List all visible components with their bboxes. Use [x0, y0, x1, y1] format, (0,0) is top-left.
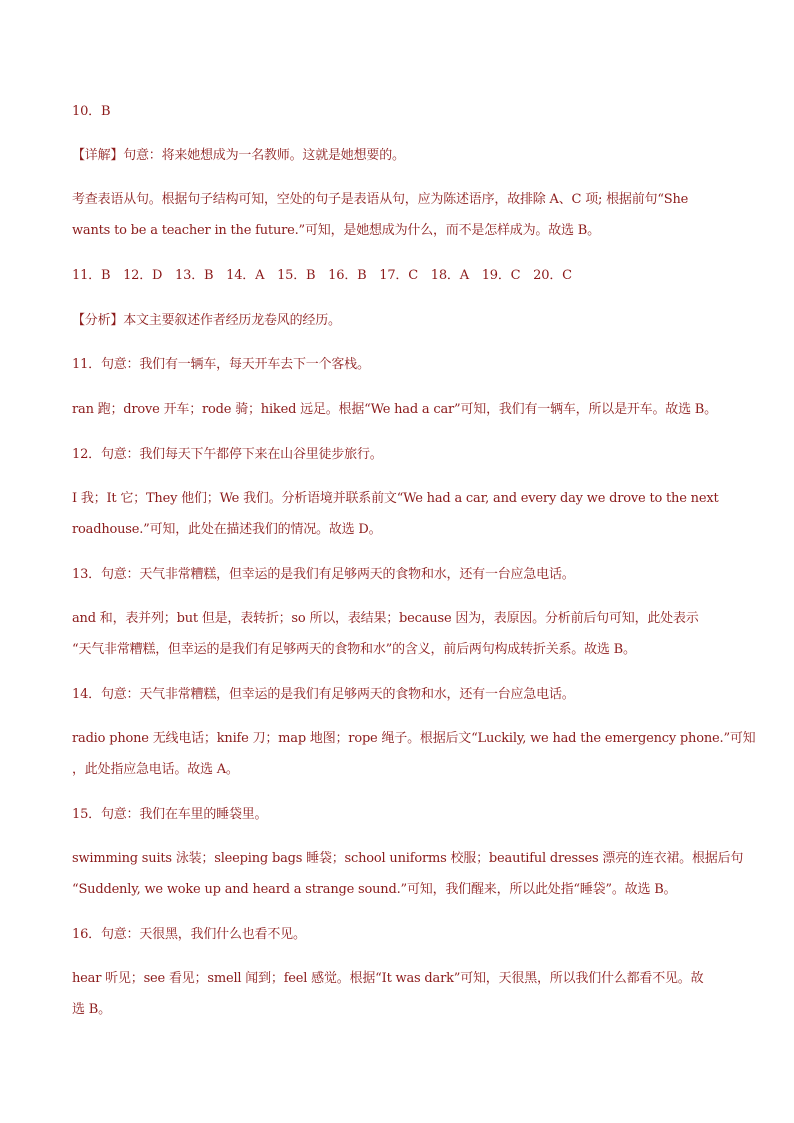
answers-11-20: 11．B 12．D 13．B 14．A 15．B 16．B 17．C 18．A 19．C 20．C: [72, 268, 572, 283]
answer-10: 10．B: [72, 104, 111, 119]
explanation-10-line-2: wants to be a teacher in the future.”可知，是她想成为什么，而不是怎样成为。故选 B。: [72, 223, 600, 238]
q14-explanation-line-2: ，此处指应急电话。故选 A。: [72, 762, 239, 777]
q16-meaning: 16．句意：天很黑，我们什么也看不见。: [72, 927, 306, 942]
detail-heading-10: 【详解】句意：将来她想成为一名教师。这就是她想要的。: [72, 148, 405, 163]
explanation-10-line-1: 考查表语从句。根据句子结构可知，空处的句子是表语从句，应为陈述语序，故排除 A、C 项; 根据前句“She: [72, 192, 689, 207]
q15-explanation-line-2: “Suddenly, we woke up and heard a strange sound.”可知，我们醒来，所以此处指“睡袋”。故选 B。: [72, 882, 677, 897]
q16-explanation-line-1: hear 听见；see 看见；smell 闻到；feel 感觉。根据“It was dark”可知，天很黑，所以我们什么都看不见。故: [72, 971, 704, 986]
q16-explanation-line-2: 选 B。: [72, 1002, 111, 1017]
q13-meaning: 13．句意：天气非常糟糕，但幸运的是我们有足够两天的食物和水，还有一台应急电话。: [72, 567, 575, 582]
q12-meaning: 12．句意：我们每天下午都停下来在山谷里徒步旅行。: [72, 447, 383, 462]
q14-meaning: 14．句意：天气非常糟糕，但幸运的是我们有足够两天的食物和水，还有一台应急电话。: [72, 687, 575, 702]
q15-explanation-line-1: swimming suits 泳装；sleeping bags 睡袋；school uniforms 校服；beautiful dresses 漂亮的连衣裙。根据后句: [72, 851, 744, 866]
q15-meaning: 15．句意：我们在车里的睡袋里。: [72, 807, 268, 822]
q12-explanation-line-1: I 我；It 它；They 他们；We 我们。分析语境并联系前文“We had a car, and every day we drove to the next: [72, 491, 719, 506]
q12-explanation-line-2: roadhouse.”可知，此处在描述我们的情况。故选 D。: [72, 522, 382, 537]
q11-explanation: ran 跑；drove 开车；rode 骑；hiked 远足。根据“We had a car”可知，我们有一辆车，所以是开车。故选 B。: [72, 402, 717, 417]
q13-explanation-line-1: and 和，表并列；but 但是，表转折；so 所以，表结果；because 因为，表原因。分析前后句可知，此处表示: [72, 611, 699, 626]
q13-explanation-line-2: “天气非常糟糕，但幸运的是我们有足够两天的食物和水”的含义，前后两句构成转折关系。故选 B。: [72, 642, 636, 657]
analysis-heading: 【分析】本文主要叙述作者经历龙卷风的经历。: [72, 313, 341, 328]
q14-explanation-line-1: radio phone 无线电话；knife 刀；map 地图；rope 绳子。根据后文“Luckily, we had the emergency phone.”可知: [72, 731, 756, 746]
q11-meaning: 11．句意：我们有一辆车，每天开车去下一个客栈。: [72, 357, 370, 372]
